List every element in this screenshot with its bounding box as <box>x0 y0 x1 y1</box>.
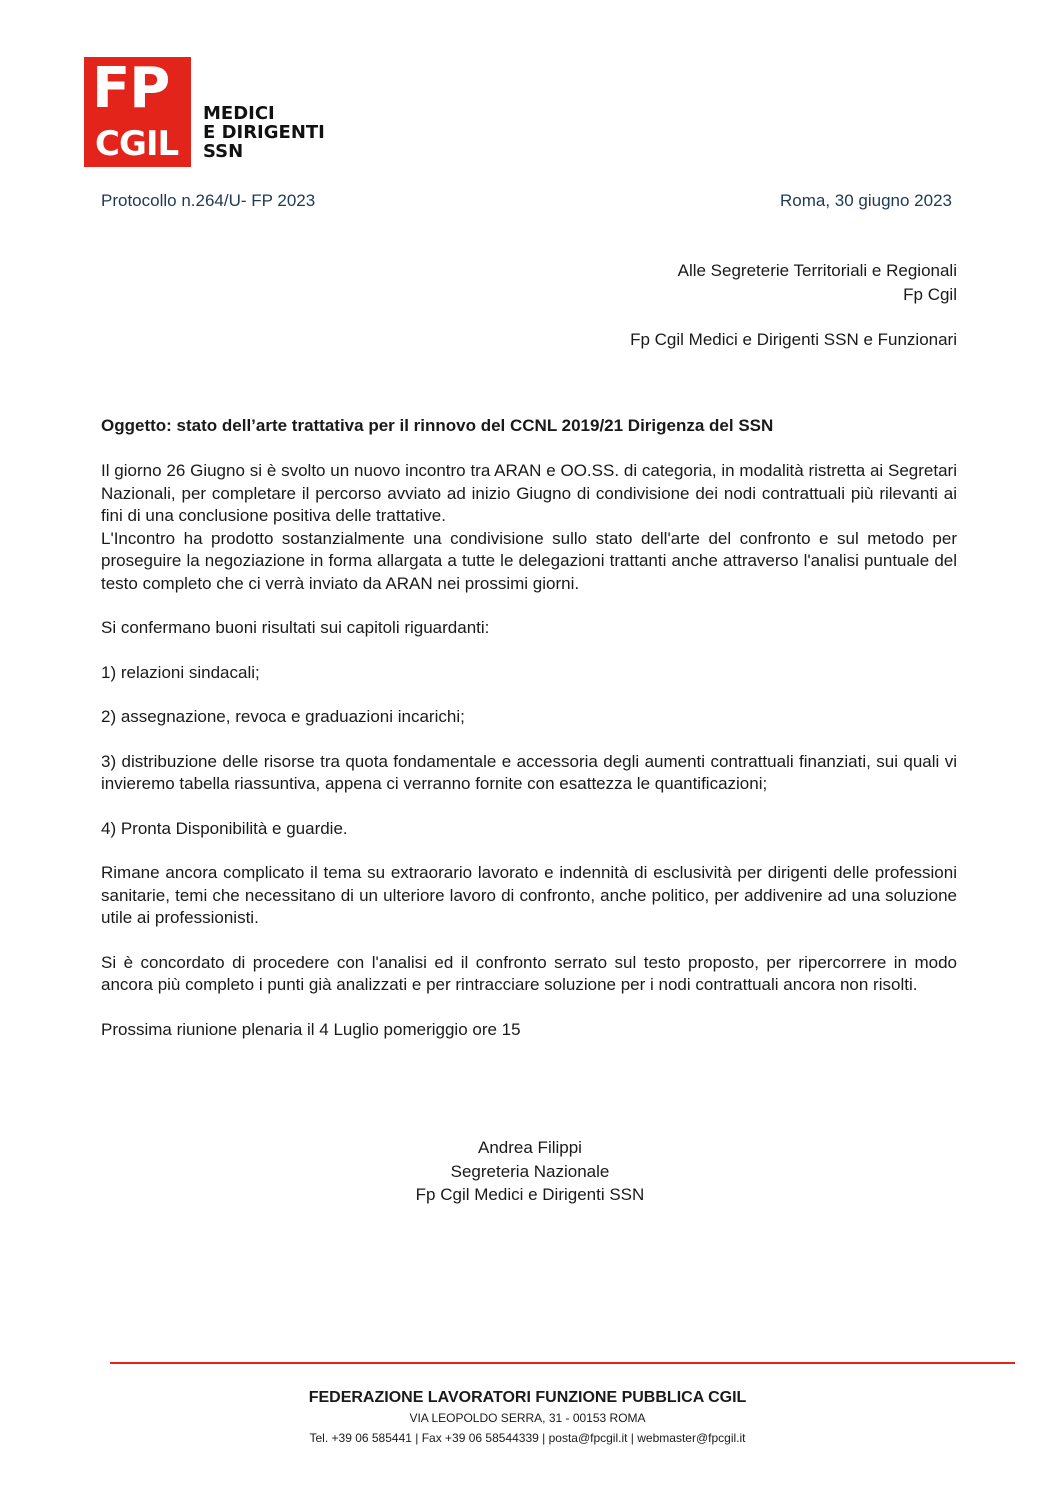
logo-fp-text: FP <box>92 56 170 121</box>
list-item: 2) assegnazione, revoca e graduazioni incarichi; <box>101 707 465 726</box>
signature-org: Fp Cgil Medici e Dirigenti SSN <box>415 1185 645 1204</box>
protocol-number: Protocollo n.264/U- FP 2023 <box>101 191 316 210</box>
body-paragraph: Il giorno 26 Giugno si è svolto un nuovo incontro tra ARAN e OO.SS. di categoria, in modalità ristretta ai Segretari Nazionali, per completare il percorso avviato ad inizio Giugno di condivisione dei nodi contrattuali più rilevanti ai fini di una conclusione positiva delle trattative. <box>101 461 957 525</box>
list-item: 1) relazioni sindacali; <box>101 662 260 682</box>
body-paragraph: Si confermano buoni risultati sui capitoli riguardanti: <box>101 618 490 637</box>
letter-body <box>101 460 957 1041</box>
footer <box>110 1388 1015 1448</box>
signature-block <box>397 1136 663 1207</box>
footer-contacts: Tel. +39 06 585441 | Fax +39 06 58544339 | posta@fpcgil.it | webmaster@fpcgil.it <box>309 1431 746 1445</box>
logo-sub-line: MEDICI <box>203 103 275 124</box>
footer-divider <box>110 1362 1015 1364</box>
body-paragraph: Si è concordato di procedere con l'analisi ed il confronto serrato sul testo proposto, per ripercorrere in modo ancora più completo i punti già analizzati e per rintracciare soluzione per i nodi contrattuali ancora non risolti. <box>101 952 957 994</box>
signature-role: Segreteria Nazionale <box>450 1161 610 1181</box>
list-item: 4) Pronta Disponibilità e guardie. <box>101 818 348 838</box>
logo-sub-line: SSN <box>203 141 244 162</box>
recipient-line: Alle Segreterie Territoriali e Regionali <box>677 261 957 280</box>
signature-name: Andrea Filippi <box>478 1138 582 1157</box>
list-item: 3) distribuzione delle risorse tra quota fondamentale e accessoria degli aumenti contrattuali finanziati, sui quali vi invieremo tabella riassuntiva, appena ci verranno fornite con esattezza le quantificazioni; <box>101 751 957 793</box>
recipient-line: Fp Cgil <box>903 285 957 304</box>
body-paragraph: L'Incontro ha prodotto sostanzialmente una condivisione sullo stato dell'arte del confronto e sul metodo per proseguire la negoziazione in forma allargata a tutte le delegazioni trattanti anche attraverso l'analisi puntuale del testo completo che ci verrà inviato da ARAN nei prossimi giorni. <box>101 528 957 593</box>
recipient-line: Fp Cgil Medici e Dirigenti SSN e Funzionari <box>630 330 957 349</box>
logo-sub-line: E DIRIGENTI <box>203 122 325 143</box>
body-paragraph: Prossima riunione plenaria il 4 Luglio pomeriggio ore 15 <box>101 1019 521 1039</box>
logo <box>84 57 191 167</box>
recipients-block <box>630 259 957 352</box>
letter-date: Roma, 30 giugno 2023 <box>779 191 952 210</box>
logo-subtitle <box>203 104 325 161</box>
footer-organization: FEDERAZIONE LAVORATORI FUNZIONE PUBBLICA CGIL <box>308 1389 747 1406</box>
logo-cgil-text: CGIL <box>95 124 179 164</box>
letter-subject: Oggetto: stato dell’arte trattativa per il rinnovo del CCNL 2019/21 Dirigenza del SSN <box>101 416 774 435</box>
footer-address: VIA LEOPOLDO SERRA, 31 - 00153 ROMA <box>409 1411 646 1425</box>
body-paragraph: Rimane ancora complicato il tema su extraorario lavorato e indennità di esclusività per dirigenti delle professioni sanitarie, temi che necessitano di un ulteriore lavoro di confronto, anche politico, per addivenire ad una soluzione utile ai professionisti. <box>101 863 957 927</box>
